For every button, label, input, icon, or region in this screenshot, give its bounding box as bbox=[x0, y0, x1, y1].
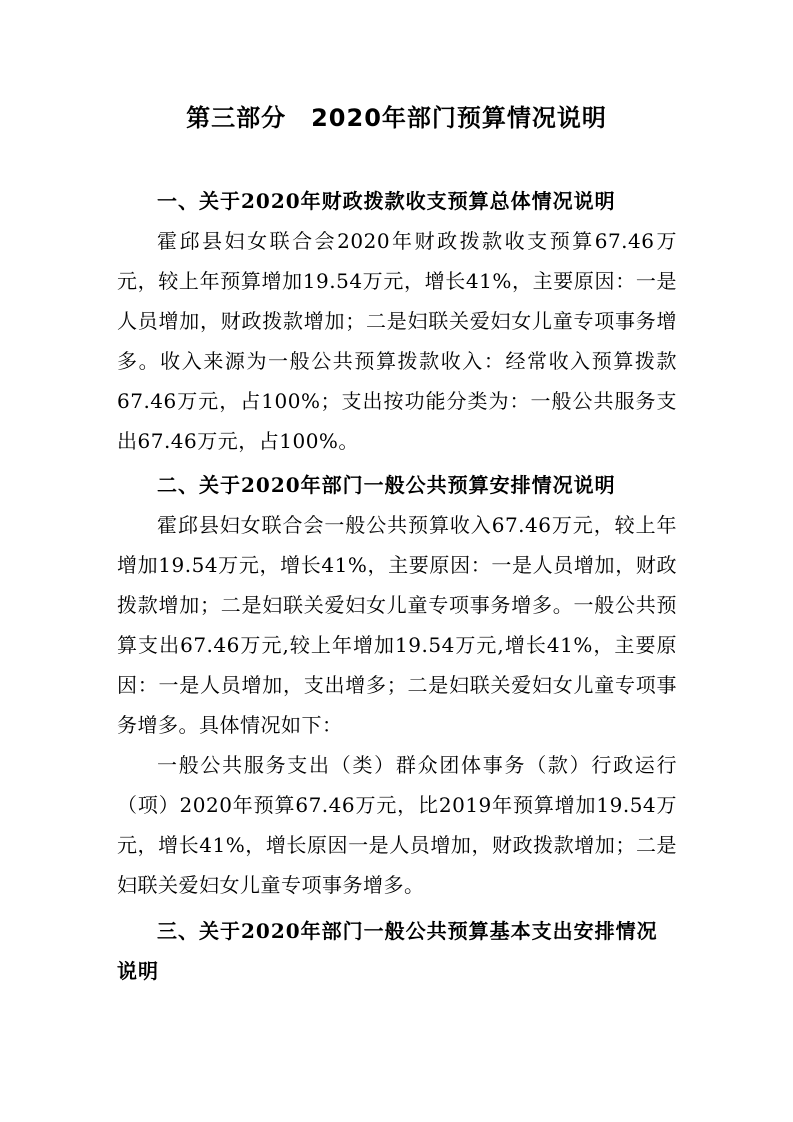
section-heading-3: 三、关于2020年部门一般公共预算基本支出安排情况说明 bbox=[117, 919, 658, 983]
section-1-paragraph-1: 霍邱县妇女联合会2020年财政拨款收支预算67.46万元，较上年预算增加19.54万元，增长41%，主要原因：一是人员增加，财政拨款增加；二是妇联关爱妇女儿童专项事务增多。收入来源为一般公共预算拨款收入：经常收入预算拨款67.46万元，占100%；支出按功能分类为：一般公共服务支出67.46万元，占100%。 bbox=[117, 229, 677, 453]
section-heading-2: 二、关于2020年部门一般公共预算安排情况说明 bbox=[157, 473, 616, 497]
section-2-paragraph-1: 霍邱县妇女联合会一般公共预算收入67.46万元，较上年增加19.54万元，增长41%，主要原因：一是人员增加，财政拨款增加；二是妇联关爱妇女儿童专项事务增多。一般公共预算支出67.46万元,较上年增加19.54万元,增长41%，主要原因：一是人员增加，支出增多；二是妇联关爱妇女儿童专项事务增多。具体情况如下： bbox=[117, 513, 677, 737]
section-2-paragraph-2: 一般公共服务支出（类）群众团体事务（款）行政运行（项）2020年预算67.46万元，比2019年预算增加19.54万元，增长41%，增长原因一是人员增加，财政拨款增加；二是妇联关爱妇女儿童专项事务增多。 bbox=[117, 753, 677, 897]
document-body bbox=[117, 181, 677, 991]
page-title: 第三部分 2020年部门预算情况说明 bbox=[186, 104, 607, 132]
section-heading-1: 一、关于2020年财政拨款收支预算总体情况说明 bbox=[157, 189, 616, 213]
